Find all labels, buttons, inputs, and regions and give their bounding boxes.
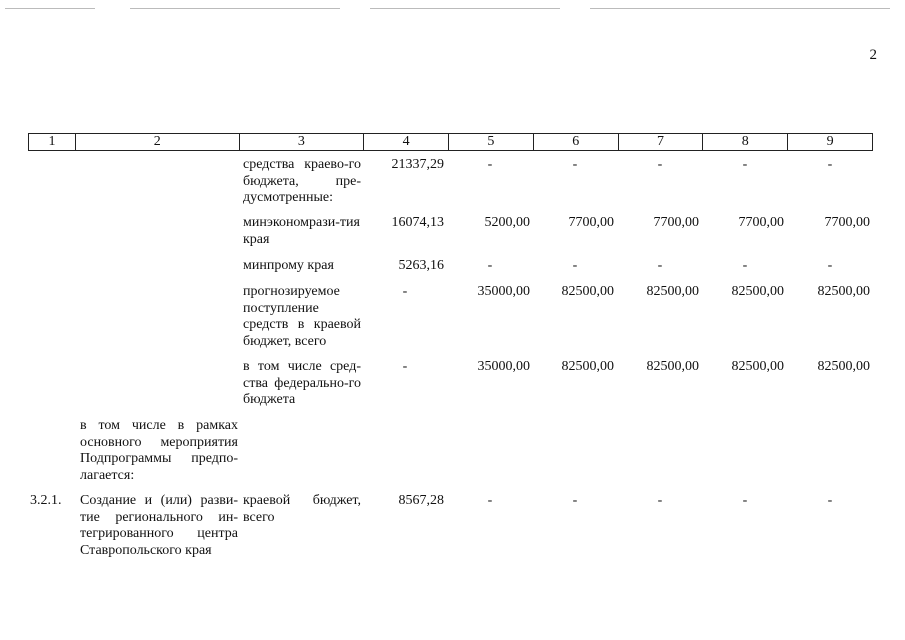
row1-col8: - bbox=[742, 157, 748, 172]
header-col-3: 3 bbox=[240, 134, 365, 150]
row1-col4: 21337,29 bbox=[391, 157, 444, 172]
row7-col9: - bbox=[827, 493, 833, 508]
row3-col7: - bbox=[657, 258, 663, 273]
row4-col5: 35000,00 bbox=[477, 284, 530, 299]
row3-col4: 5263,16 bbox=[398, 258, 444, 273]
row7-col7: - bbox=[657, 493, 663, 508]
page-number: 2 bbox=[869, 47, 877, 63]
row7-name: Создание и (или) разви-тие регионального ин-тегрированного центра Ставропольского края bbox=[80, 493, 238, 558]
row1-col5: - bbox=[487, 157, 493, 172]
scan-artifact bbox=[130, 8, 340, 9]
row1-col7: - bbox=[657, 157, 663, 172]
row4-col8: 82500,00 bbox=[731, 284, 784, 299]
row3-source: минпрому края bbox=[243, 258, 334, 273]
header-col-2: 2 bbox=[76, 134, 240, 150]
row5-col7: 82500,00 bbox=[646, 359, 699, 374]
scan-artifact bbox=[590, 8, 890, 9]
row5-col6: 82500,00 bbox=[561, 359, 614, 374]
header-col-7: 7 bbox=[619, 134, 704, 150]
table-header-row bbox=[28, 133, 873, 151]
row2-source: минэкономрази-тия края bbox=[243, 215, 360, 247]
row2-col9: 7700,00 bbox=[824, 215, 870, 230]
row3-col9: - bbox=[827, 258, 833, 273]
row5-col8: 82500,00 bbox=[731, 359, 784, 374]
scan-artifact bbox=[5, 8, 95, 9]
row6-name: в том числе в рамках основного мероприятия Подпрограммы предпо-лагается: bbox=[80, 418, 238, 483]
row5-col9: 82500,00 bbox=[817, 359, 870, 374]
row7-col5: - bbox=[487, 493, 493, 508]
row7-col8: - bbox=[742, 493, 748, 508]
row4-col4: - bbox=[402, 284, 408, 299]
header-col-1: 1 bbox=[29, 134, 76, 150]
row2-col7: 7700,00 bbox=[653, 215, 699, 230]
row3-col5: - bbox=[487, 258, 493, 273]
row2-col4: 16074,13 bbox=[391, 215, 444, 230]
header-col-8: 8 bbox=[703, 134, 788, 150]
header-col-9: 9 bbox=[826, 134, 834, 149]
header-col-4: 4 bbox=[364, 134, 449, 150]
header-col-6: 6 bbox=[534, 134, 619, 150]
row5-col4: - bbox=[402, 359, 408, 374]
row4-col7: 82500,00 bbox=[646, 284, 699, 299]
row4-col9: 82500,00 bbox=[817, 284, 870, 299]
row3-col6: - bbox=[572, 258, 578, 273]
row4-col6: 82500,00 bbox=[561, 284, 614, 299]
row7-col6: - bbox=[572, 493, 578, 508]
row7-source: краевой бюджет, всего bbox=[243, 493, 361, 525]
row2-col6: 7700,00 bbox=[568, 215, 614, 230]
row1-col9: - bbox=[827, 157, 833, 172]
row3-col8: - bbox=[742, 258, 748, 273]
header-col-5: 5 bbox=[449, 134, 534, 150]
row5-col5: 35000,00 bbox=[477, 359, 530, 374]
row1-col6: - bbox=[572, 157, 578, 172]
row7-index: 3.2.1. bbox=[30, 493, 62, 508]
row7-col4: 8567,28 bbox=[398, 493, 444, 508]
scan-artifact bbox=[370, 8, 560, 9]
row2-col8: 7700,00 bbox=[738, 215, 784, 230]
row2-col5: 5200,00 bbox=[484, 215, 530, 230]
row4-source: прогнозируемое поступление средств в краевой бюджет, всего bbox=[243, 284, 361, 349]
row5-source: в том числе сред-ства федерально-го бюджета bbox=[243, 359, 361, 407]
row1-source: средства краево-го бюджета, пре-дусмотренные: bbox=[243, 157, 361, 205]
